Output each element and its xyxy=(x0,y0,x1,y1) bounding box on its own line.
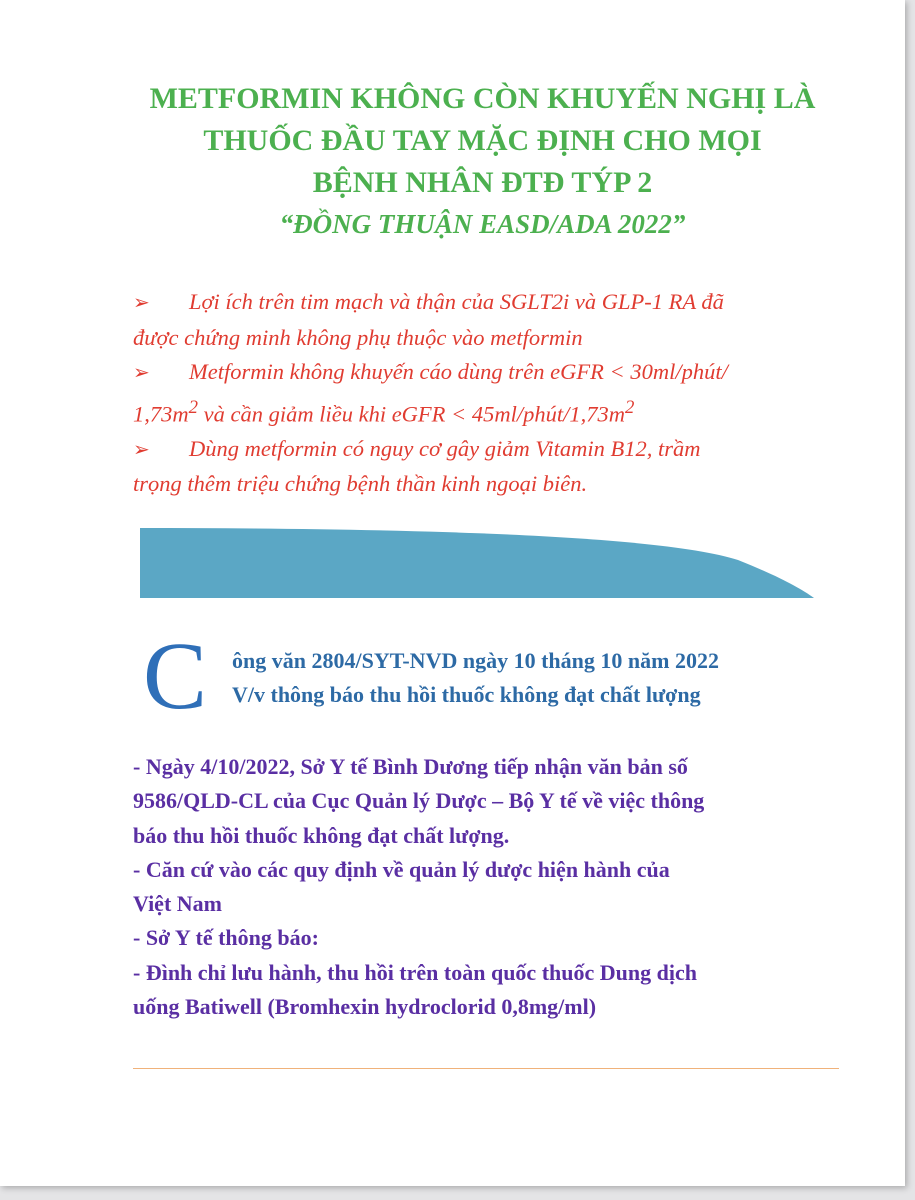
decorative-wave-divider xyxy=(138,524,818,600)
bullet-item xyxy=(133,285,833,355)
notice-line: V/v thông báo thu hồi thuốc không đạt chất lượng xyxy=(232,682,701,707)
bullet-text: Metformin không khuyến cáo dùng trên eGFR < 30ml/phút/ xyxy=(189,359,728,384)
body-line: - Sở Y tế thông báo: xyxy=(133,925,319,951)
bullet-item xyxy=(133,432,833,502)
bullet-text: được chứng minh không phụ thuộc vào metformin xyxy=(133,324,583,350)
bullet-text: và cần giảm liều khi eGFR < 45ml/phút/1,73m xyxy=(198,401,625,426)
bullet-line xyxy=(133,391,833,432)
title-line: THUỐC ĐẦU TAY MẶC ĐỊNH CHO MỌI xyxy=(203,124,762,157)
superscript: 2 xyxy=(188,396,198,418)
arrow-bullet-icon: ➢ xyxy=(133,362,150,384)
bullet-text: Dùng metformin có nguy cơ gây giảm Vitamin B12, trầm xyxy=(189,435,701,461)
notice-heading xyxy=(232,644,852,712)
bullet-line xyxy=(133,432,833,468)
body-line: - Căn cứ vào các quy định về quản lý dược hiện hành của xyxy=(133,856,670,882)
arrow-bullet-icon: ➢ xyxy=(133,438,150,461)
bullet-text: Lợi ích trên tim mạch và thận của SGLT2i và GLP-1 RA đã xyxy=(189,289,724,314)
page-title xyxy=(60,78,905,244)
bullet-item xyxy=(133,355,833,432)
superscript: 2 xyxy=(624,396,635,418)
bottom-divider-line xyxy=(133,1068,839,1069)
body-line: báo thu hồi thuốc không đạt chất lượng. xyxy=(133,822,510,848)
notice-line: ông văn 2804/SYT-NVD ngày 10 tháng 10 năm 2022 xyxy=(232,648,719,673)
wave-shape xyxy=(140,528,814,598)
body-line: Việt Nam xyxy=(133,891,222,917)
body-line: - Ngày 4/10/2022, Sở Y tế Bình Dương tiếp nhận văn bản số xyxy=(133,754,688,779)
page-subtitle: “ĐỒNG THUẬN EASD/ADA 2022” xyxy=(279,209,686,239)
body-line: - Đình chỉ lưu hành, thu hồi trên toàn quốc thuốc Dung dịch xyxy=(133,959,697,985)
bullet-line xyxy=(133,355,833,391)
drop-cap: C xyxy=(143,622,208,729)
body-line: uống Batiwell (Bromhexin hydroclorid 0,8mg/ml) xyxy=(133,994,597,1020)
bullet-text: trọng thêm triệu chứng bệnh thần kinh ngoại biên. xyxy=(133,471,588,496)
arrow-bullet-icon: ➢ xyxy=(133,292,150,314)
title-line: METFORMIN KHÔNG CÒN KHUYẾN NGHỊ LÀ xyxy=(149,82,816,115)
title-line: BỆNH NHÂN ĐTĐ TÝP 2 xyxy=(312,166,653,199)
body-line: 9586/QLD-CL của Cục Quản lý Dược – Bộ Y tế về việc thông xyxy=(133,788,705,814)
bullet-line xyxy=(133,285,833,321)
bullet-list xyxy=(133,285,833,502)
notice-body xyxy=(133,750,853,1024)
bullet-text: 1,73m xyxy=(133,401,189,426)
